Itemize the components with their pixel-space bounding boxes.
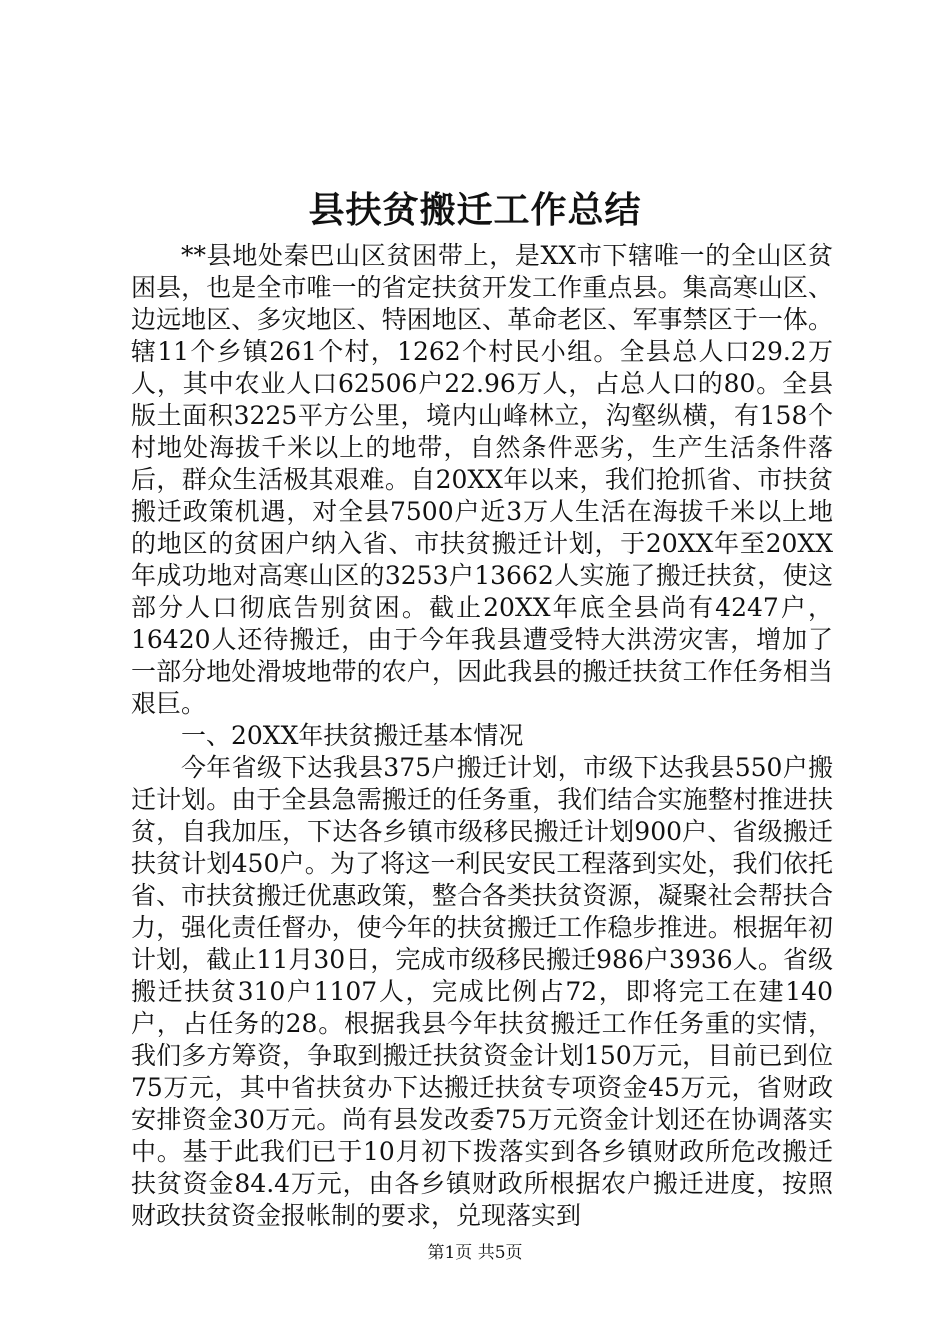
section-heading-1: 一、20XX年扶贫搬迁基本情况 [181, 721, 524, 750]
paragraph-intro: **县地处秦巴山区贫困带上，是XX市下辖唯一的全山区贫困县，也是全市唯一的省定扶贫开发工作重点县。集高寒山区、边远地区、多灾地区、特困地区、革命老区、军事禁区于一体。辖11个乡镇261个村，1262个村民小组。全县总人口29.2万人，其中农业人口62506户22.96万人，占总人口的80。全县版土面积3225平方公里，境内山峰林立，沟壑纵横，有158个村地处海拔千米以上的地带，自然条件恶劣，生产生活条件落后，群众生活极其艰难。自20XX年以来，我们抢抓省、市扶贫搬迁政策机遇，对全县7500户近3万人生活在海拔千米以上地的地区的贫困户纳入省、市扶贫搬迁计划，于20XX年至20XX年成功地对高寒山区的3253户13662人实施了搬迁扶贫，使这部分人口彻底告别贫困。截止20XX年底全县尚有4247户，16420人还待搬迁，由于今年我县遭受特大洪涝灾害，增加了一部分地处滑坡地带的农户，因此我县的搬迁扶贫工作任务相当艰巨。 [131, 241, 833, 718]
document-title: 县扶贫搬迁工作总结 [308, 189, 642, 231]
page-footer: 第1页 共5页 [427, 1243, 523, 1263]
paragraph-section-1: 今年省级下达我县375户搬迁计划，市级下达我县550户搬迁计划。由于全县急需搬迁的任务重，我们结合实施整村推进扶贫，自我加压，下达各乡镇市级移民搬迁计划900户、省级搬迁扶贫计划450户。为了将这一利民安民工程落到实处，我们依托省、市扶贫搬迁优惠政策，整合各类扶贫资源，凝聚社会帮扶合力，强化责任督办，使今年的扶贫搬迁工作稳步推进。根据年初计划，截止11月30日，完成市级移民搬迁986户3936人。省级搬迁扶贫310户1107人，完成比例占72，即将完工在建140户，占任务的28。根据我县今年扶贫搬迁工作任务重的实情，我们多方筹资，争取到搬迁扶贫资金计划150万元，目前已到位75万元，其中省扶贫办下达搬迁扶贫专项资金45万元，省财政安排资金30万元。尚有县发改委75万元资金计划还在协调落实中。基于此我们已于10月初下拨落实到各乡镇财政所危改搬迁扶贫资金84.4万元，由各乡镇财政所根据农户搬迁进度，按照财政扶贫资金报帐制的要求，兑现落实到 [131, 753, 833, 1230]
document-body [131, 240, 833, 1232]
